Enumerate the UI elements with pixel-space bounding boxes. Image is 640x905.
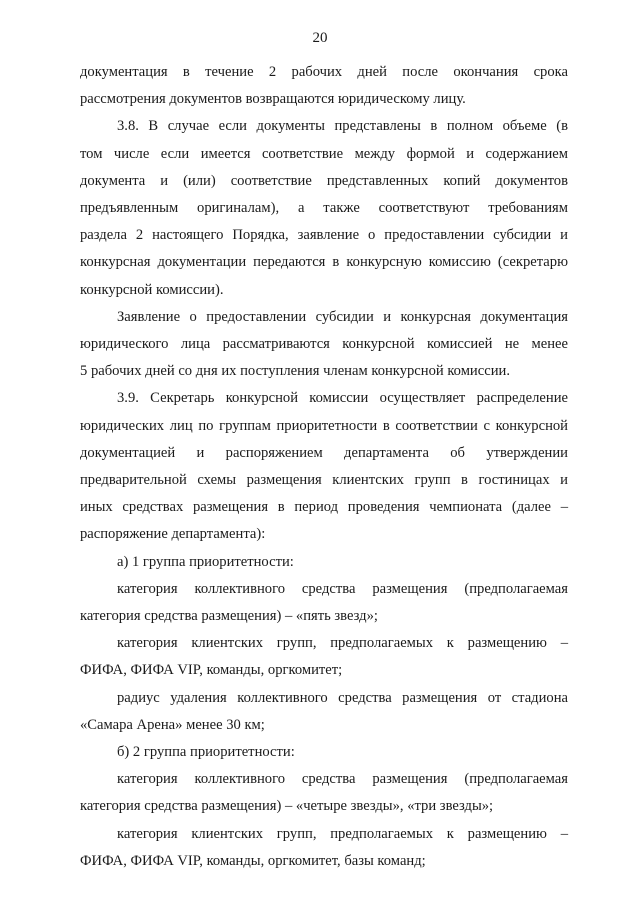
text-line: ФИФА, ФИФА VIP, команды, оргкомитет; — [80, 662, 343, 678]
text-line: б) 2 группа приоритетности: — [117, 744, 295, 760]
text-line: юридических лиц по группам приоритетности в соответствии с конкурсной — [80, 418, 568, 434]
text-line: 3.9. Секретарь конкурсной комиссии осуществляет распределение — [117, 390, 568, 406]
text-line: «Самара Арена» менее 30 км; — [80, 717, 265, 733]
text-line: категория клиентских групп, предполагаемых к размещению – — [117, 826, 568, 842]
text-line: категория средства размещения) – «пять звезд»; — [80, 608, 378, 624]
text-line: 5 рабочих дней со дня их поступления членам конкурсной комиссии. — [80, 363, 510, 379]
text-line: радиус удаления коллективного средства размещения от стадиона — [117, 690, 568, 706]
text-line: раздела 2 настоящего Порядка, заявление о предоставлении субсидии и — [80, 227, 568, 243]
text-line: предварительной схемы размещения клиентских групп в гостиницах и — [80, 472, 568, 488]
text-line: конкурсной комиссии). — [80, 282, 224, 298]
text-line: категория коллективного средства размещения (предполагаемая — [117, 771, 568, 787]
text-line: категория клиентских групп, предполагаемых к размещению – — [117, 635, 568, 651]
text-line: том числе если имеется соответствие между формой и содержанием — [80, 146, 568, 162]
text-line: документа и (или) соответствие представленных копий документов — [80, 173, 568, 189]
text-line: категория средства размещения) – «четыре звезды», «три звезды»; — [80, 798, 494, 814]
text-line: ФИФА, ФИФА VIP, команды, оргкомитет, базы команд; — [80, 853, 426, 869]
text-line: Заявление о предоставлении субсидии и конкурсная документация — [117, 309, 568, 325]
text-line: иных средствах размещения в период проведения чемпионата (далее – — [80, 499, 568, 515]
text-line: юридического лица рассматриваются конкурсной комиссией не менее — [80, 336, 568, 352]
text-line: рассмотрения документов возвращаются юридическому лицу. — [80, 91, 466, 107]
text-line: а) 1 группа приоритетности: — [117, 554, 294, 570]
text-line: предъявленным оригиналам), а также соответствуют требованиям — [80, 200, 568, 216]
text-line: документацией и распоряжением департамента об утверждении — [80, 445, 568, 461]
text-line: конкурсная документации передаются в конкурсную комиссию (секретарю — [80, 254, 568, 270]
text-line: категория коллективного средства размещения (предполагаемая — [117, 581, 568, 597]
text-line: распоряжение департамента): — [80, 526, 266, 542]
page-number: 20 — [312, 30, 328, 46]
text-line: 3.8. В случае если документы представлены в полном объеме (в — [117, 118, 568, 134]
text-line: документация в течение 2 рабочих дней после окончания срока — [80, 64, 568, 80]
